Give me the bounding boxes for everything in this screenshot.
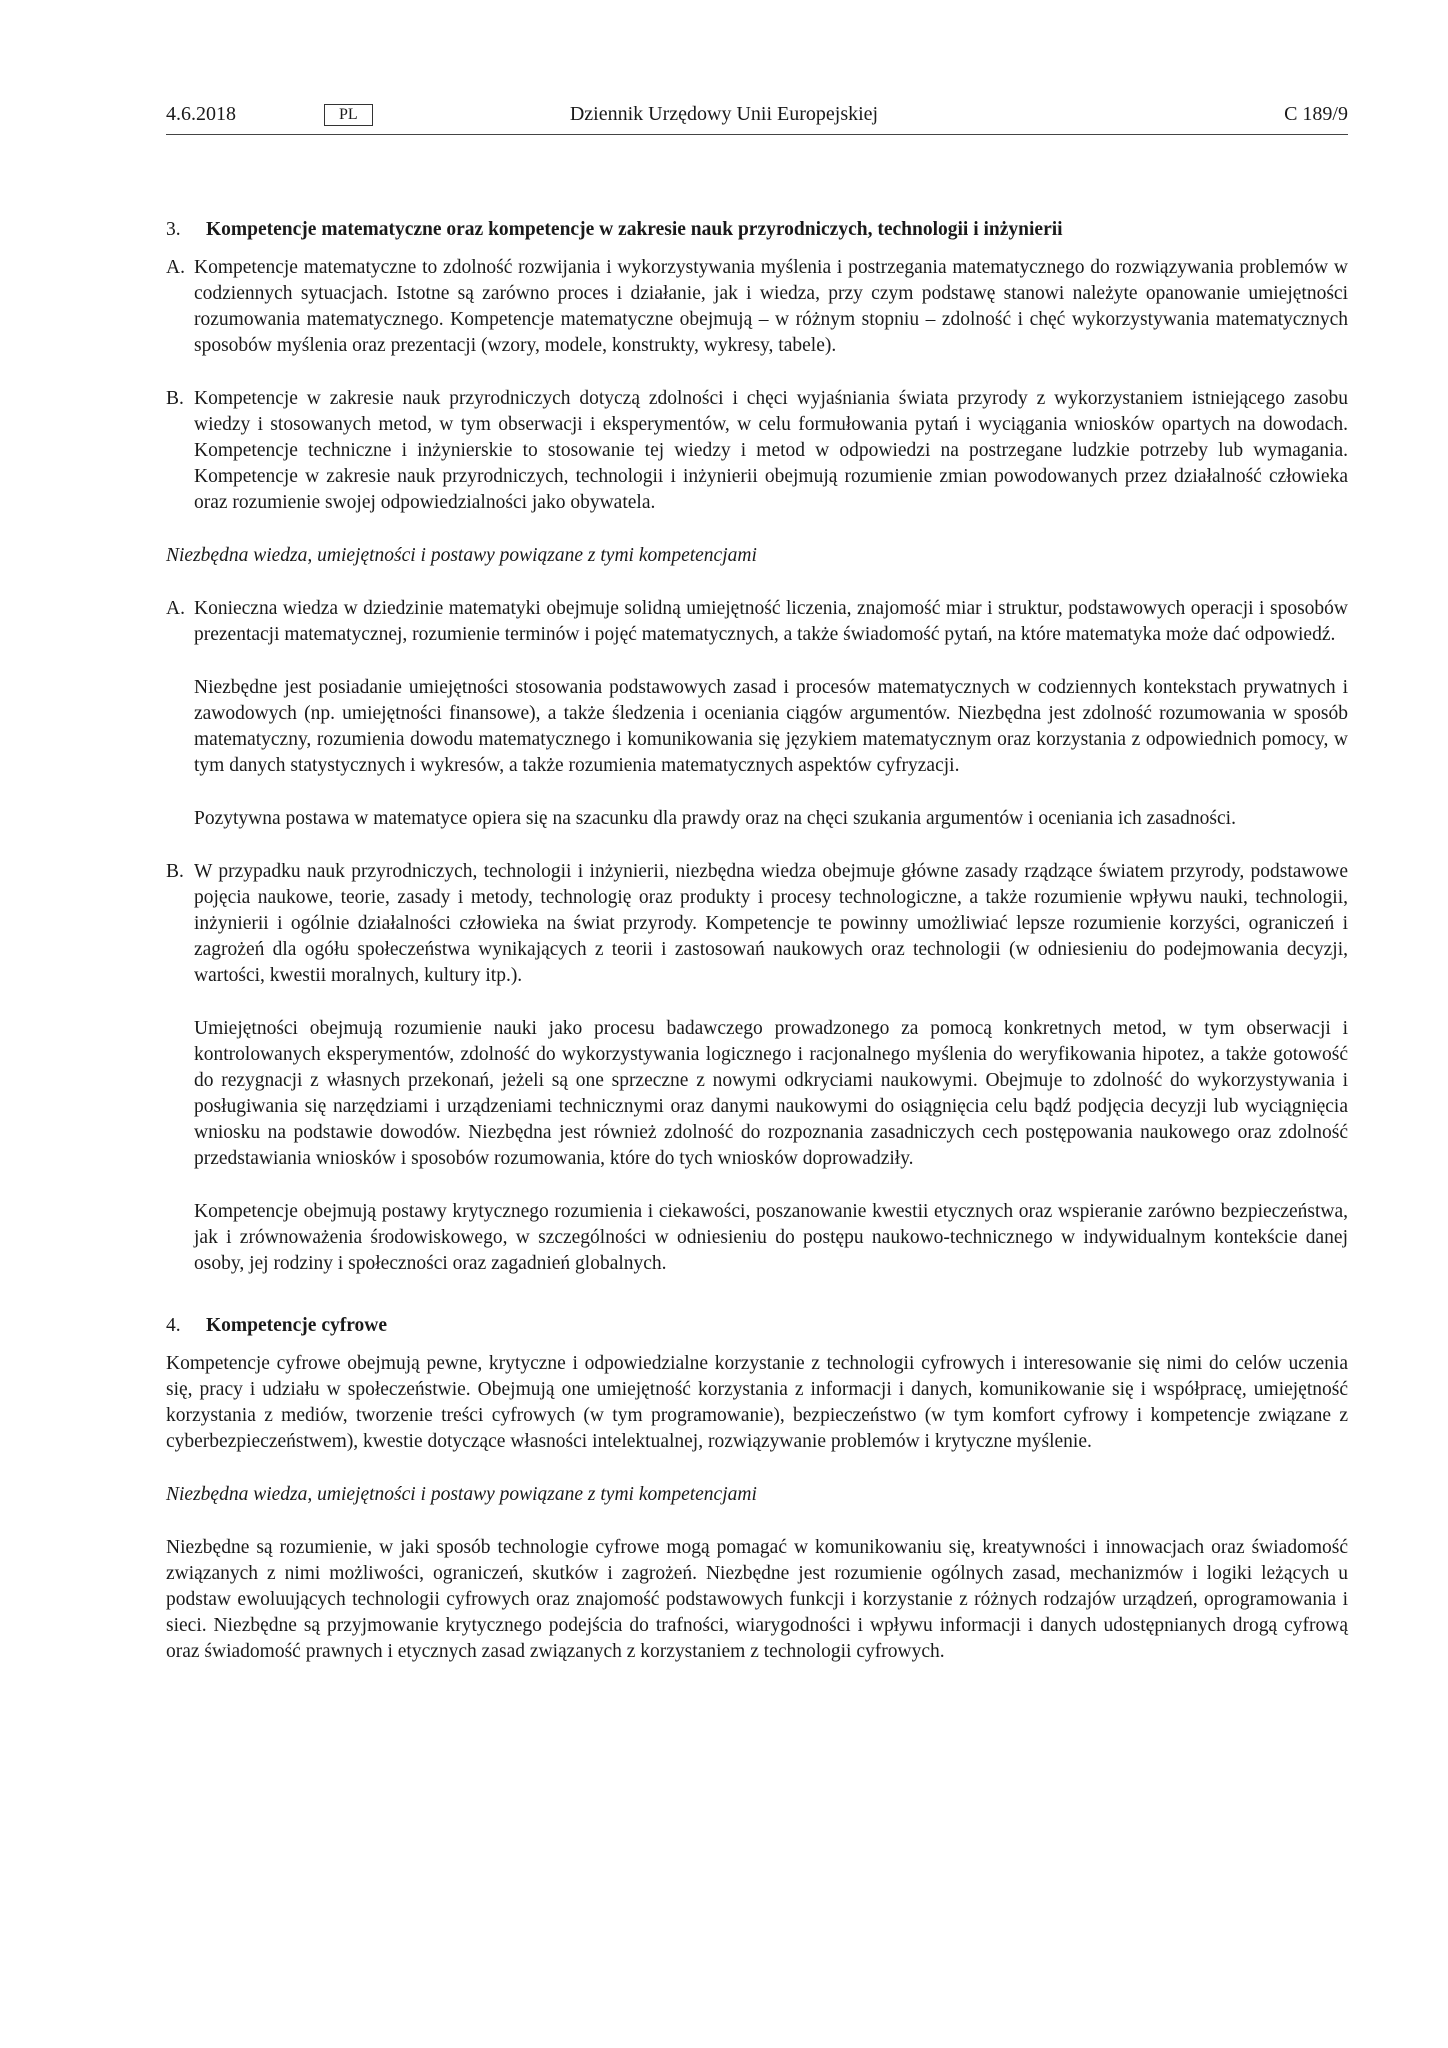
- paragraph: Niezbędne jest posiadanie umiejętności stosowania podstawowych zasad i procesów matematycznych w codziennych kontekstach prywatnych i zawodowych (np. umiejętności finansowe), a także śledzenia i oceniania ciągów argumentów. Niezbędna jest zdolność rozumowania w sposób matematyczny, rozumienia dowodu matematycznego i komunikowania się językiem matematycznym oraz korzystania z odpowiednich pomocy, w tym danych statystycznych i wykresów, a także rozumienia matematycznych aspektów cyfryzacji.: [194, 677, 1348, 776]
- section-4-title: Kompetencje cyfrowe: [206, 1315, 388, 1336]
- paragraph: Umiejętności obejmują rozumienie nauki jako procesu badawczego prowadzonego za pomocą konkretnych metod, w tym obserwacji i kontrolowanych eksperymentów, zdolność do wykorzystywania logicznego i racjonalnego myślenia do weryfikowania hipotez, a także gotowość do rezygnacji z własnych przekonań, jeżeli są one sprzeczne z nowymi odkryciami naukowymi. Obejmuje to zdolność do wykorzystywania i posługiwania się narzędziami i urządzeniami technicznymi oraz danymi naukowymi do osiągnięcia celu bądź podjęcia decyzji lub wyciągnięcia wniosku na podstawie dowodów. Niezbędna jest również zdolność do rozpoznania zasadniczych cech postępowania naukowego oraz zdolność przedstawiania wniosków i sposobów rozumowania, które do tych wniosków doprowadziły.: [194, 1018, 1348, 1169]
- section-3-subheading: Niezbędna wiedza, umiejętności i postawy powiązane z tymi kompetencjami: [166, 545, 757, 566]
- section-3-definition-a: [166, 255, 1348, 359]
- section-4-intro: [166, 1351, 1348, 1455]
- paragraph: W przypadku nauk przyrodniczych, technologii i inżynierii, niezbędna wiedza obejmuje główne zasady rządzące światem przyrody, podstawowe pojęcia naukowe, teorie, zasady i metody, technologię oraz produkty i procesy technologiczne, a także rozumienie wpływu nauki, technologii, inżynierii i ogólnie działalności człowieka na świat przyrody. Kompetencje te powinny umożliwiać lepsze rozumienie korzyści, ograniczeń i zagrożeń dla ogółu społeczeństwa wynikających z teorii i zastosowań naukowych oraz technologii (w odniesieniu do podejmowania decyzji, wartości, kwestii moralnych, kultury itp.).: [194, 861, 1348, 986]
- section-3-knowledge-b: [166, 859, 1348, 1277]
- item-label: B.: [166, 861, 184, 882]
- item-label: B.: [166, 388, 184, 409]
- section-3-number: 3.: [166, 219, 181, 240]
- item-label: A.: [166, 257, 185, 278]
- journal-title: Dziennik Urzędowy Unii Europejskiej: [569, 103, 879, 125]
- paragraph: Kompetencje obejmują postawy krytycznego rozumienia i ciekawości, poszanowanie kwestii etycznych oraz wspieranie zarówno bezpieczeństwa, jak i zrównoważenia środowiskowego, w szczególności w odniesieniu do postępu naukowo-technicznego w indywidualnym kontekście danej osoby, jej rodziny i społeczności oraz zagadnień globalnych.: [194, 1201, 1348, 1274]
- paragraph: Pozytywna postawa w matematyce opiera się na szacunku dla prawdy oraz na chęci szukania argumentów i oceniania ich zasadności.: [194, 808, 1236, 829]
- section-4-subheading: Niezbędna wiedza, umiejętności i postawy powiązane z tymi kompetencjami: [166, 1484, 757, 1505]
- paragraph: Kompetencje w zakresie nauk przyrodniczych dotyczą zdolności i chęci wyjaśniania świata przyrody z wykorzystaniem istniejącego zasobu wiedzy i stosowanych metod, w tym obserwacji i eksperymentów, w celu formułowania pytań i wyciągania wniosków opartych na dowodach. Kompetencje techniczne i inżynierskie to stosowanie tej wiedzy i metod w odpowiedzi na postrzegane ludzkie potrzeby lub wymagania. Kompetencje w zakresie nauk przyrodniczych, technologii i inżynierii obejmują rozumienie zmian powodowanych przez działalność człowieka oraz rozumienie swojej odpowiedzialności jako obywatela.: [194, 388, 1348, 513]
- section-4-heading: [166, 1313, 1348, 1339]
- paragraph: Konieczna wiedza w dziedzinie matematyki obejmuje solidną umiejętność liczenia, znajomość miar i struktur, podstawowych operacji i sposobów prezentacji matematycznej, rozumienie terminów i pojęć matematycznych, a także świadomość pytań, na które matematyka może dać odpowiedź.: [194, 598, 1348, 645]
- section-3-title: Kompetencje matematyczne oraz kompetencje w zakresie nauk przyrodniczych, technologii i inżynierii: [206, 219, 1063, 240]
- page-number: C 189/9: [1284, 103, 1348, 125]
- page-header: [166, 102, 1348, 135]
- paragraph: Niezbędne są rozumienie, w jaki sposób technologie cyfrowe mogą pomagać w komunikowaniu się, kreatywności i innowacjach oraz świadomość związanych z nimi możliwości, ograniczeń, skutków i zagrożeń. Niezbędne jest rozumienie ogólnych zasad, mechanizmów i logiki leżących u podstaw ewoluujących technologii cyfrowych oraz znajomość podstawowych funkcji i korzystanie z różnych rodzajów urządzeń, oprogramowania i sieci. Niezbędne są przyjmowanie krytycznego podejścia do trafności, wiarygodności i wpływu informacji i danych udostępnianych drogą cyfrową oraz świadomość prawnych i etycznych zasad związanych z korzystaniem z technologii cyfrowych.: [166, 1537, 1348, 1662]
- section-3-knowledge-a: [166, 596, 1348, 832]
- paragraph: Kompetencje matematyczne to zdolność rozwijania i wykorzystywania myślenia i postrzegania matematycznego do rozwiązywania problemów w codziennych sytuacjach. Istotne są zarówno proces i działanie, jak i wiedza, przy czym podstawę stanowi należyte opanowanie umiejętności rozumowania matematycznego. Kompetencje matematyczne obejmują – w różnym stopniu – zdolność i chęć wykorzystywania matematycznych sposobów myślenia oraz prezentacji (wzory, modele, konstrukty, wykresy, tabele).: [194, 257, 1348, 356]
- header-date: 4.6.2018: [166, 103, 236, 125]
- section-4-number: 4.: [166, 1315, 181, 1336]
- section-3-heading: [166, 217, 1348, 243]
- document-body: [166, 217, 1348, 1665]
- item-label: A.: [166, 598, 185, 619]
- section-3-definition-b: [166, 386, 1348, 516]
- paragraph: Kompetencje cyfrowe obejmują pewne, krytyczne i odpowiedzialne korzystanie z technologii cyfrowych i interesowanie się nimi do celów uczenia się, pracy i udziału w społeczeństwie. Obejmują one umiejętność korzystania z informacji i danych, komunikowanie się i współpracę, umiejętność korzystania z mediów, tworzenie treści cyfrowych (w tym programowanie), bezpieczeństwo (w tym komfort cyfrowy i kompetencje związane z cyberbezpieczeństwem), kwestie dotyczące własności intelektualnej, rozwiązywanie problemów i krytyczne myślenie.: [166, 1353, 1348, 1452]
- section-4-knowledge: [166, 1535, 1348, 1665]
- language-badge: PL: [324, 104, 373, 126]
